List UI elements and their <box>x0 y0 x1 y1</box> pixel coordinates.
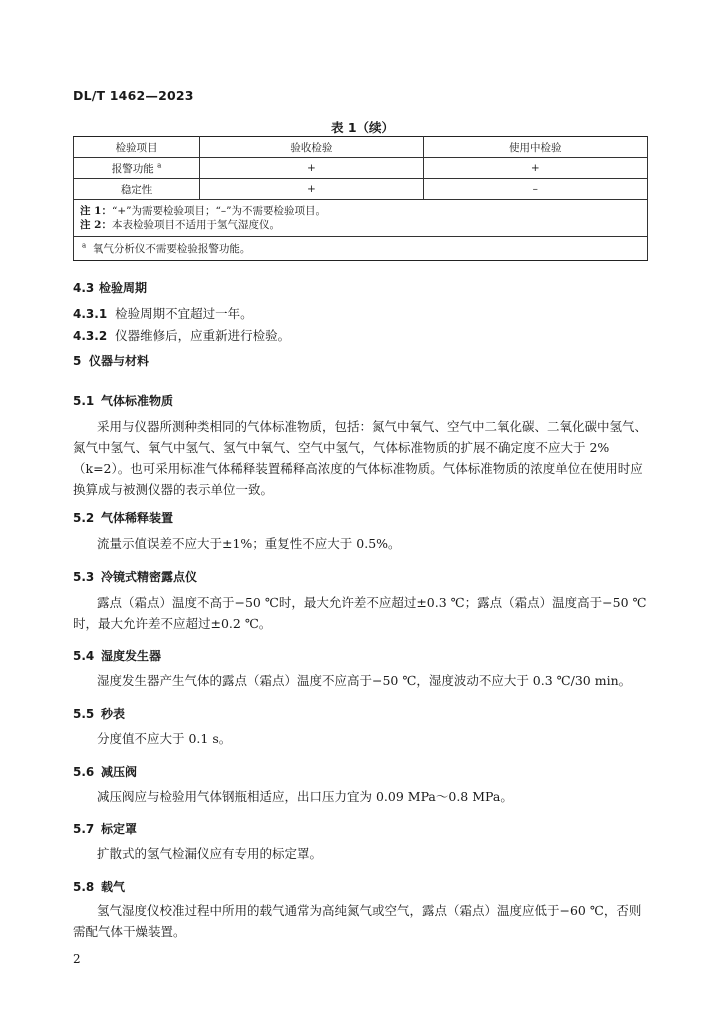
section-number: 4.3 <box>73 281 95 295</box>
section-title: 仪器与材料 <box>89 354 150 368</box>
section-number: 5.8 <box>73 880 95 894</box>
table-notes-row <box>74 200 648 237</box>
inspection-table <box>73 136 648 261</box>
section-heading-5-4 <box>73 647 161 664</box>
col-header-acceptance: 验收检验 <box>200 137 423 158</box>
row-acceptance-cell: + <box>200 158 423 179</box>
section-number: 5.5 <box>73 707 95 721</box>
section-heading-5-3 <box>73 568 197 585</box>
row-item-cell <box>74 158 200 179</box>
clause-text: 检验周期不宜超过一年。 <box>115 306 253 321</box>
footnote-text: 氧气分析仪不需要检验报警功能。 <box>92 243 251 255</box>
table-notes-cell <box>74 200 648 237</box>
col-header-item: 检验项目 <box>74 137 200 158</box>
note-2-text: 本表检验项目不适用于氢气湿度仪。 <box>111 219 280 231</box>
section-number: 5 <box>73 354 82 368</box>
section-heading-5-6 <box>73 763 137 780</box>
note-2 <box>80 218 641 232</box>
row-acceptance-cell: + <box>200 179 423 200</box>
section-number: 5.7 <box>73 822 95 836</box>
section-title: 气体标准物质 <box>101 394 174 408</box>
note-1-text: “+”为需要检验项目；“–”为不需要检验项目。 <box>111 205 326 217</box>
row-item-sup: a <box>157 161 162 169</box>
section-number: 5.3 <box>73 570 95 584</box>
section-heading-5-5 <box>73 705 125 722</box>
section-title: 气体稀释装置 <box>101 511 174 525</box>
row-in-use-cell: + <box>423 158 647 179</box>
paragraph-5-3: 露点（霜点）温度不高于−50 ℃时，最大允许差不应超过±0.3 ℃；露点（霜点）温度高于−50 ℃时，最大允许差不应超过±0.2 ℃。 <box>73 595 647 631</box>
footnote-mark: a <box>82 241 87 250</box>
clause-number: 4.3.2 <box>73 329 108 343</box>
document-code: DL/T 1462—2023 <box>73 88 194 103</box>
clause-text: 仪器维修后，应重新进行检验。 <box>115 328 291 343</box>
table-title: 表 1（续） <box>330 120 395 135</box>
section-heading-5-1 <box>73 392 173 409</box>
section-title: 载气 <box>101 880 126 894</box>
table-footnote-cell <box>74 237 648 261</box>
table-header-row <box>74 137 648 158</box>
section-title: 冷镜式精密露点仪 <box>101 570 198 584</box>
row-item-cell: 稳定性 <box>74 179 200 200</box>
paragraph-5-1: 采用与仪器所测种类相同的气体标准物质，包括：氮气中氧气、空气中二氧化碳、二氧化碳中氢气、氮气中氢气、氧气中氢气、氢气中氧气、空气中氢气，气体标准物质的扩展不确定度不应大于 2%（k=2）。也可采用标准气体稀释装置稀释高浓度的气体标准物质。气体标准物质的浓度单位在使用时应换算成与被测仪器的表示单位一致。 <box>73 419 648 497</box>
row-item-name: 报警功能 <box>111 162 154 175</box>
clause-4-3-1 <box>73 304 253 322</box>
section-heading-5 <box>73 352 149 369</box>
section-title: 减压阀 <box>101 765 138 779</box>
row-in-use-cell: – <box>423 179 647 200</box>
section-heading-5-2 <box>73 509 173 526</box>
section-title: 标定罩 <box>101 822 138 836</box>
col-header-in-use: 使用中检验 <box>423 137 647 158</box>
paragraph-5-8: 氢气湿度仪校准过程中所用的载气通常为高纯氮气或空气，露点（霜点）温度应低于−60 ℃，否则需配气体干燥装置。 <box>73 903 642 939</box>
section-number: 5.6 <box>73 765 95 779</box>
section-title: 秒表 <box>101 707 126 721</box>
note-1 <box>80 204 641 218</box>
section-heading-5-8 <box>73 878 125 895</box>
page-number: 2 <box>73 952 81 966</box>
note-1-label: 注 1： <box>80 205 112 217</box>
clause-4-3-2 <box>73 326 290 344</box>
section-number: 5.2 <box>73 511 95 525</box>
section-number: 5.4 <box>73 649 95 663</box>
section-heading-4-3 <box>73 279 147 296</box>
paragraph-5-7: 扩散式的氢气检漏仪应有专用的标定罩。 <box>97 846 323 861</box>
table-row <box>74 158 648 179</box>
paragraph-5-4: 湿度发生器产生气体的露点（霜点）温度不应高于−50 ℃，湿度波动不应大于 0.3 ℃/30 min。 <box>97 673 632 688</box>
note-2-label: 注 2： <box>80 219 112 231</box>
clause-number: 4.3.1 <box>73 307 108 321</box>
paragraph-5-6: 减压阀应与检验用气体钢瓶相适应，出口压力宜为 0.09 MPa～0.8 MPa。 <box>97 789 513 804</box>
paragraph-5-5: 分度值不应大于 0.1 s。 <box>97 731 232 746</box>
section-heading-5-7 <box>73 820 137 837</box>
section-title: 湿度发生器 <box>101 649 162 663</box>
section-title: 检验周期 <box>99 281 148 295</box>
table-footnote-row <box>74 237 648 261</box>
table-row <box>74 179 648 200</box>
section-number: 5.1 <box>73 394 95 408</box>
paragraph-5-2: 流量示值误差不应大于±1%；重复性不应大于 0.5%。 <box>97 536 401 551</box>
